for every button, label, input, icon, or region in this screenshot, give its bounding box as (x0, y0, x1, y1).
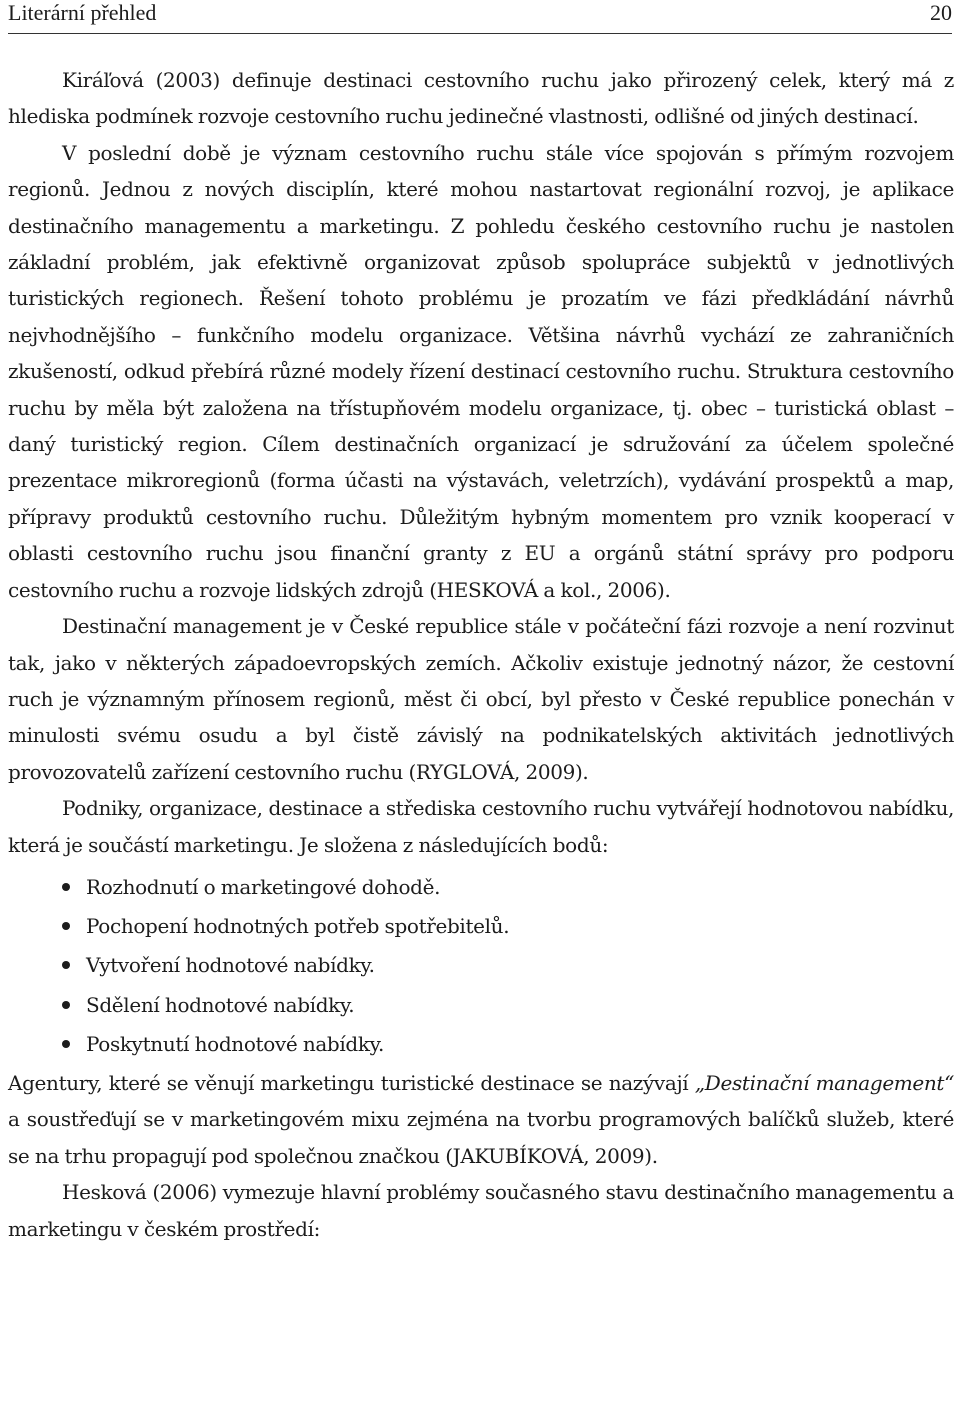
bullet-icon (62, 922, 70, 930)
paragraph-4: Podniky, organizace, destinace a střediska cestovního ruchu vytvářejí hodnotovou nabídku, která je součástí marketingu. Je složena z následujících bodů: (8, 796, 954, 857)
running-header (8, 0, 952, 34)
list-item: Poskytnutí hodnotové nabídky. (8, 1026, 954, 1065)
section-title: Literární přehled (8, 0, 157, 25)
paragraph-2: V poslední době je význam cestovního ruchu stále více spojován s přímým rozvojem regionů. Jednou z nových disciplín, které mohou nastartovat regionální rozvoj, je aplikace destinačního managementu a marketingu. Z pohledu českého cestovního ruchu je nastolen základní problém, jak efektivně organizovat způsob spolupráce subjektů v jednotlivých turistických regionech. Řešení tohoto problému je prozatím ve fázi předkládání návrhů nejvhodnějšího – funkčního modelu organizace. Většina návrhů vychází ze zahraničních zkušeností, odkud přebírá různé modely řízení destinací cestovního ruchu. Struktura cestovního ruchu by měla být založena na třístupňovém modelu organizace, tj. obec – turistická oblast – daný turistický region. Cílem destinačních organizací je sdružování za účelem společné prezentace mikroregionů (forma účasti na výstavách, veletrzích), vydávání prospektů a map, přípravy produktů cestovního ruchu. Důležitým hybným momentem pro vznik kooperací v oblasti cestovního ruchu jsou finanční granty z EU a orgánů státní správy pro podporu cestovního ruchu a rozvoje lidských zdrojů (HESKOVÁ a kol., 2006). (8, 140, 954, 602)
bullet-icon (62, 1040, 70, 1048)
italic-term: „Destinační management“ (694, 1070, 954, 1095)
list-item: Pochopení hodnotných potřeb spotřebitelů. (8, 908, 954, 947)
paragraph-5: Agentury, které se věnují marketingu turistické destinace se nazývají „Destinační management“ a soustřeďují se v marketingovém mixu zejména na tvorbu programových balíčků služeb, které se na trhu propagují pod společnou značkou (JAKUBÍKOVÁ, 2009). (8, 1070, 954, 1168)
paragraph-6: Hesková (2006) vymezuje hlavní problémy současného stavu destinačního managementu a marketingu v českém prostředí: (8, 1180, 954, 1241)
paragraph-3: Destinační management je v České republice stále v počáteční fázi rozvoje a není rozvinut tak, jako v některých západoevropských zemích. Ačkoliv existuje jednotný názor, že cestovní ruch je významným přínosem regionů, měst či obcí, byl přesto v České republice ponechán v minulosti svému osudu a byl čistě závislý na podnikatelských aktivitách jednotlivých provozovatelů zařízení cestovního ruchu (RYGLOVÁ, 2009). (8, 614, 954, 784)
paragraph-1: Kiráľová (2003) definuje destinaci cestovního ruchu jako přirozený celek, který má z hlediska podmínek rozvoje cestovního ruchu jedinečné vlastnosti, odlišné od jiných destinací. (8, 68, 954, 129)
bullet-list (8, 869, 954, 1065)
page-number: 20 (930, 0, 952, 25)
bullet-icon (62, 1001, 70, 1009)
bullet-icon (62, 961, 70, 969)
list-item: Rozhodnutí o marketingové dohodě. (8, 869, 954, 908)
list-item: Sdělení hodnotové nabídky. (8, 987, 954, 1026)
body-text (8, 62, 954, 1247)
list-item: Vytvoření hodnotové nabídky. (8, 947, 954, 986)
bullet-icon (62, 883, 70, 891)
